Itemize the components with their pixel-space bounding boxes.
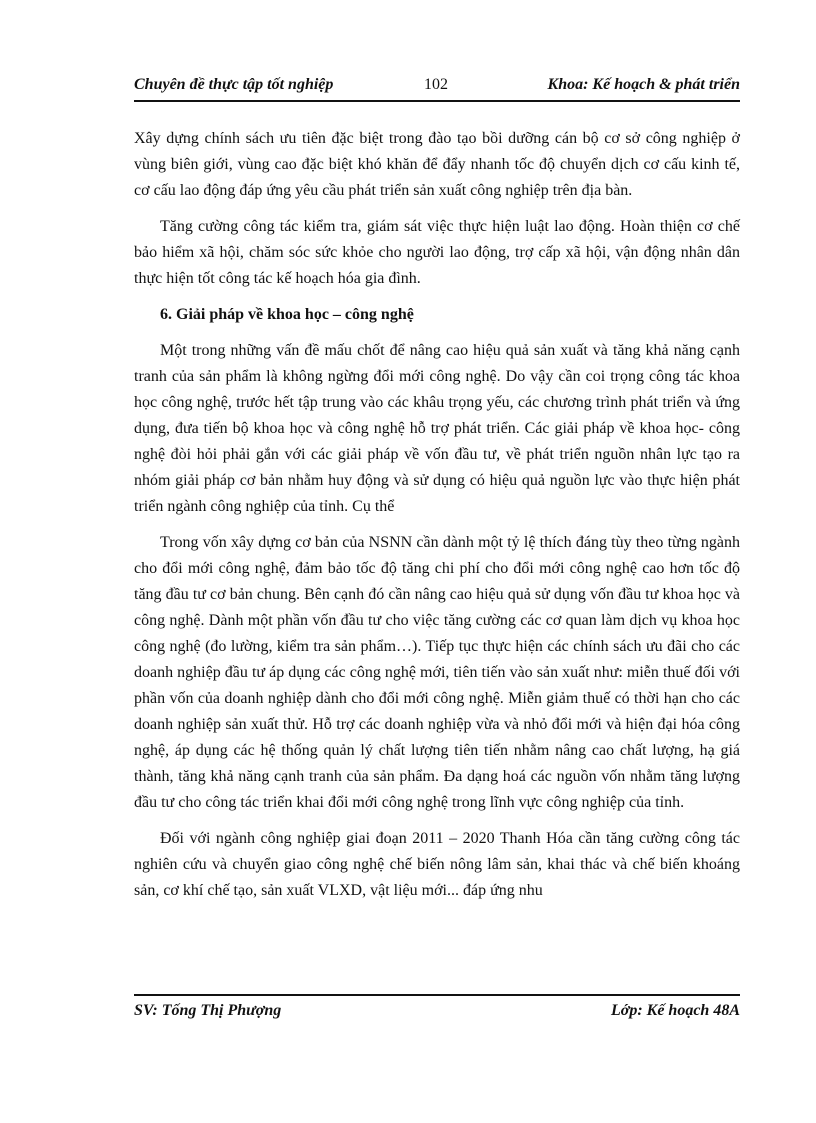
- header-document-title: Chuyên đề thực tập tốt nghiệp: [134, 76, 334, 93]
- paragraph-2: Tăng cường công tác kiểm tra, giám sát việc thực hiện luật lao động. Hoàn thiện cơ chế bảo hiểm xã hội, chăm sóc sức khỏe cho người lao động, trợ cấp xã hội, vận động nhân dân thực hiện tốt công tác kế hoạch hóa gia đình.: [134, 218, 740, 287]
- footer-student-name: SV: Tống Thị Phượng: [134, 1002, 282, 1019]
- page-header: [134, 72, 740, 102]
- document-body: [134, 126, 740, 914]
- paragraph-3: Một trong những vấn đề mấu chốt để nâng cao hiệu quả sản xuất và tăng khả năng cạnh tranh của sản phẩm là không ngừng đổi mới công nghệ. Do vậy cần coi trọng công tác khoa học công nghệ, trước hết tập trung vào các khâu trọng yếu, các chương trình phát triển và ứng dụng, đưa tiến bộ khoa học và công nghệ hỗ trợ phát triển. Các giải pháp về khoa học- công nghệ đòi hỏi phải gắn với các giải pháp về vốn đầu tư, về phát triển nguồn nhân lực tạo ra nhóm giải pháp cơ bản nhằm huy động và sử dụng có hiệu quả nguồn lực vào thực hiện phát triển ngành công nghiệp của tỉnh. Cụ thể: [134, 342, 740, 515]
- page-footer: [134, 994, 740, 1028]
- header-faculty: Khoa: Kế hoạch & phát triển: [547, 76, 740, 93]
- footer-class: Lớp: Kế hoạch 48A: [610, 1002, 740, 1019]
- header-page-number: 102: [424, 76, 448, 93]
- paragraph-1: Xây dựng chính sách ưu tiên đặc biệt trong đào tạo bồi dưỡng cán bộ cơ sở công nghiệp ở vùng biên giới, vùng cao đặc biệt khó khăn để đẩy nhanh tốc độ chuyển dịch cơ cấu kinh tế, cơ cấu lao động đáp ứng yêu cầu phát triển sản xuất công nghiệp trên địa bàn.: [134, 130, 740, 199]
- section-heading: 6. Giải pháp về khoa học – công nghệ: [160, 306, 414, 323]
- paragraph-5: Đối với ngành công nghiệp giai đoạn 2011 – 2020 Thanh Hóa cần tăng cường công tác nghiên cứu và chuyển giao công nghệ chế biến nông lâm sản, khai thác và chế biến khoáng sản, cơ khí chế tạo, sản xuất VLXD, vật liệu mới... đáp ứng nhu: [134, 830, 740, 899]
- paragraph-4: Trong vốn xây dựng cơ bản của NSNN cần dành một tỷ lệ thích đáng tùy theo từng ngành cho đổi mới công nghệ, đảm bảo tốc độ tăng chi phí cho đổi mới công nghệ cao hơn tốc độ tăng đầu tư cơ bản chung. Bên cạnh đó cần nâng cao hiệu quả sử dụng vốn đầu tư khoa học và công nghệ. Dành một phần vốn đầu tư cho việc tăng cường các cơ quan làm dịch vụ khoa học công nghệ (đo lường, kiểm tra sản phẩm…). Tiếp tục thực hiện các chính sách ưu đãi cho các doanh nghiệp đầu tư áp dụng các công nghệ mới, tiên tiến vào sản xuất như: miễn thuế đối với phần vốn của doanh nghiệp dành cho đổi mới công nghệ. Miễn giảm thuế có thời hạn cho các doanh nghiệp sản xuất thử. Hỗ trợ các doanh nghiệp vừa và nhỏ đổi mới và hiện đại hóa công nghệ, áp dụng các hệ thống quản lý chất lượng tiên tiến nhằm nâng cao chất lượng, hạ giá thành, tăng khả năng cạnh tranh của sản phẩm. Đa dạng hoá các nguồn vốn nhằm tăng lượng đầu tư cho công tác triển khai đổi mới công nghệ trong lĩnh vực công nghiệp của tỉnh.: [134, 534, 740, 811]
